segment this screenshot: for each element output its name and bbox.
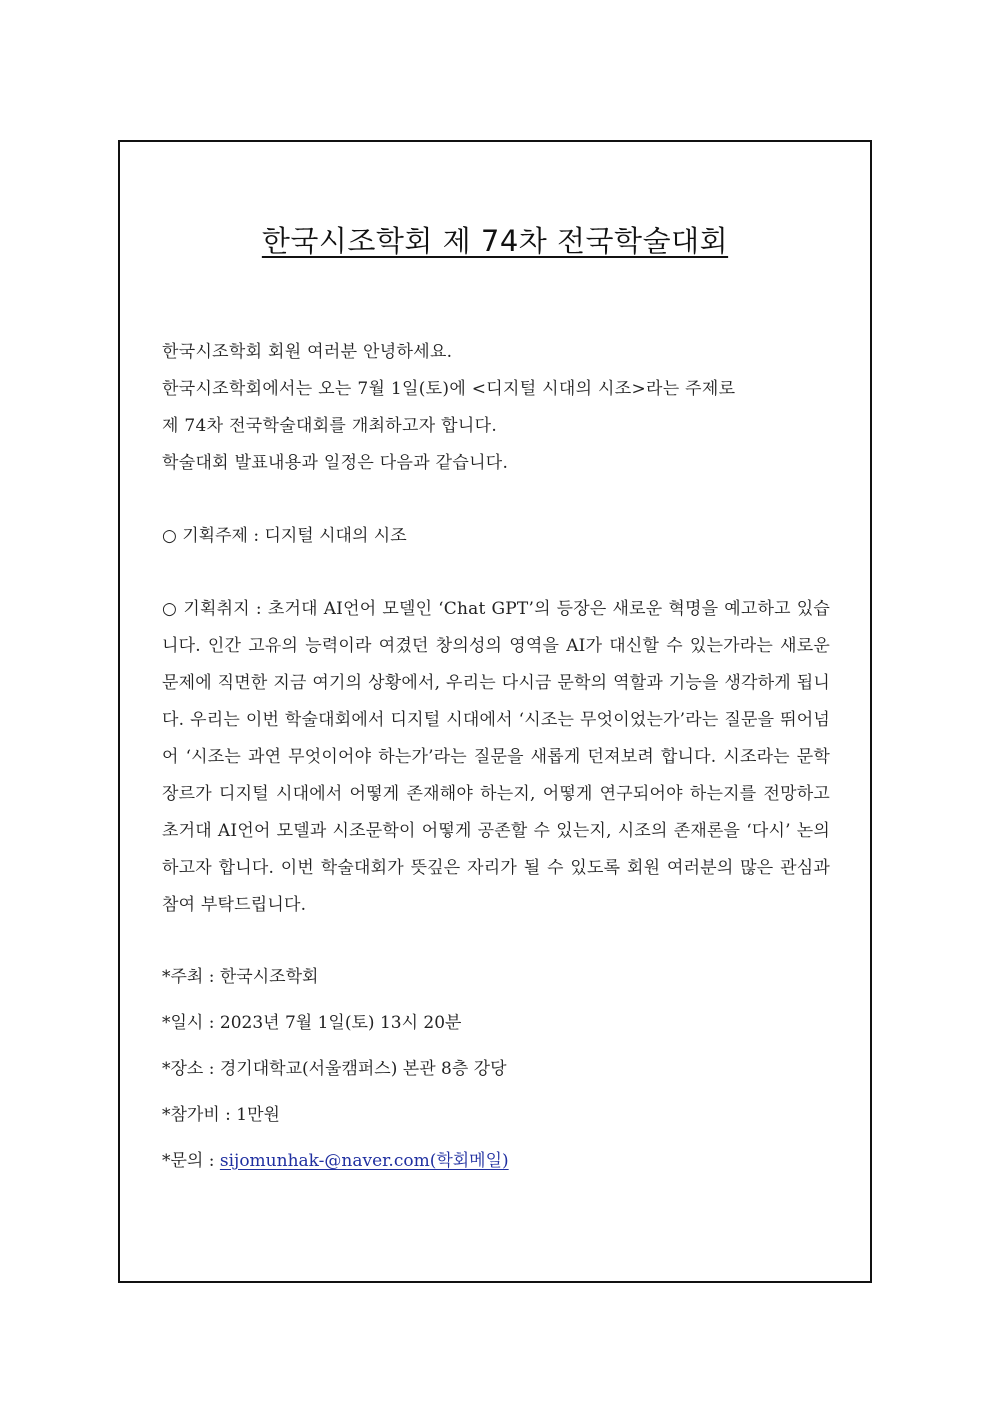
title-text: 한국시조학회 제 74차 전국학술대회	[261, 224, 729, 258]
greeting-line-1: 한국시조학회 회원 여러분 안녕하세요.	[162, 342, 453, 362]
info-venue: *장소 : 경기대학교(서울캠퍼스) 본관 8층 강당	[162, 1059, 507, 1079]
contact-email-link[interactable]: sijomunhak-@naver.com(학회메일)	[219, 1151, 509, 1171]
info-host: *주최 : 한국시조학회	[162, 967, 319, 987]
info-datetime: *일시 : 2023년 7월 1일(토) 13시 20분	[162, 1013, 462, 1033]
document-title	[120, 222, 870, 260]
greeting-line-2: 한국시조학회에서는 오는 7월 1일(토)에 <디지털 시대의 시조>라는 주제로	[162, 379, 736, 399]
contact-label: *문의 :	[162, 1151, 220, 1171]
notice-frame	[118, 140, 872, 1283]
theme-line: ○ 기획주제 : 디지털 시대의 시조	[162, 526, 407, 546]
info-fee: *참가비 : 1만원	[162, 1105, 280, 1125]
document-body	[162, 334, 830, 1184]
greeting-line-4: 학술대회 발표내용과 일정은 다음과 같습니다.	[162, 453, 509, 473]
purpose-paragraph: ○ 기획취지 : 초거대 AI언어 모델인 ‘Chat GPT’의 등장은 새로운 혁명을 예고하고 있습니다. 인간 고유의 능력이라 여겼던 창의성의 영역을 AI가 대신할 수 있는가라는 새로운 문제에 직면한 지금 여기의 상황에서, 우리는 다시금 문학의 역할과 기능을 생각하게 됩니다. 우리는 이번 학술대회에서 디지털 시대에서 ‘시조는 무엇이었는가’라는 질문을 뛰어넘어 ‘시조는 과연 무엇이어야 하는가’라는 질문을 새롭게 던져보려 합니다. 시조라는 문학 장르가 디지털 시대에서 어떻게 존재해야 하는지, 어떻게 연구되어야 하는지를 전망하고 초거대 AI언어 모델과 시조문학이 어떻게 공존할 수 있는지, 시조의 존재론을 ‘다시’ 논의하고자 합니다. 이번 학술대회가 뜻깊은 자리가 될 수 있도록 회원 여러분의 많은 관심과 참여 부탁드립니다.	[162, 599, 830, 915]
greeting-line-3: 제 74차 전국학술대회를 개최하고자 합니다.	[162, 416, 498, 436]
info-contact	[162, 1138, 830, 1184]
event-info-list	[162, 954, 830, 1184]
greeting-paragraph	[162, 334, 830, 482]
